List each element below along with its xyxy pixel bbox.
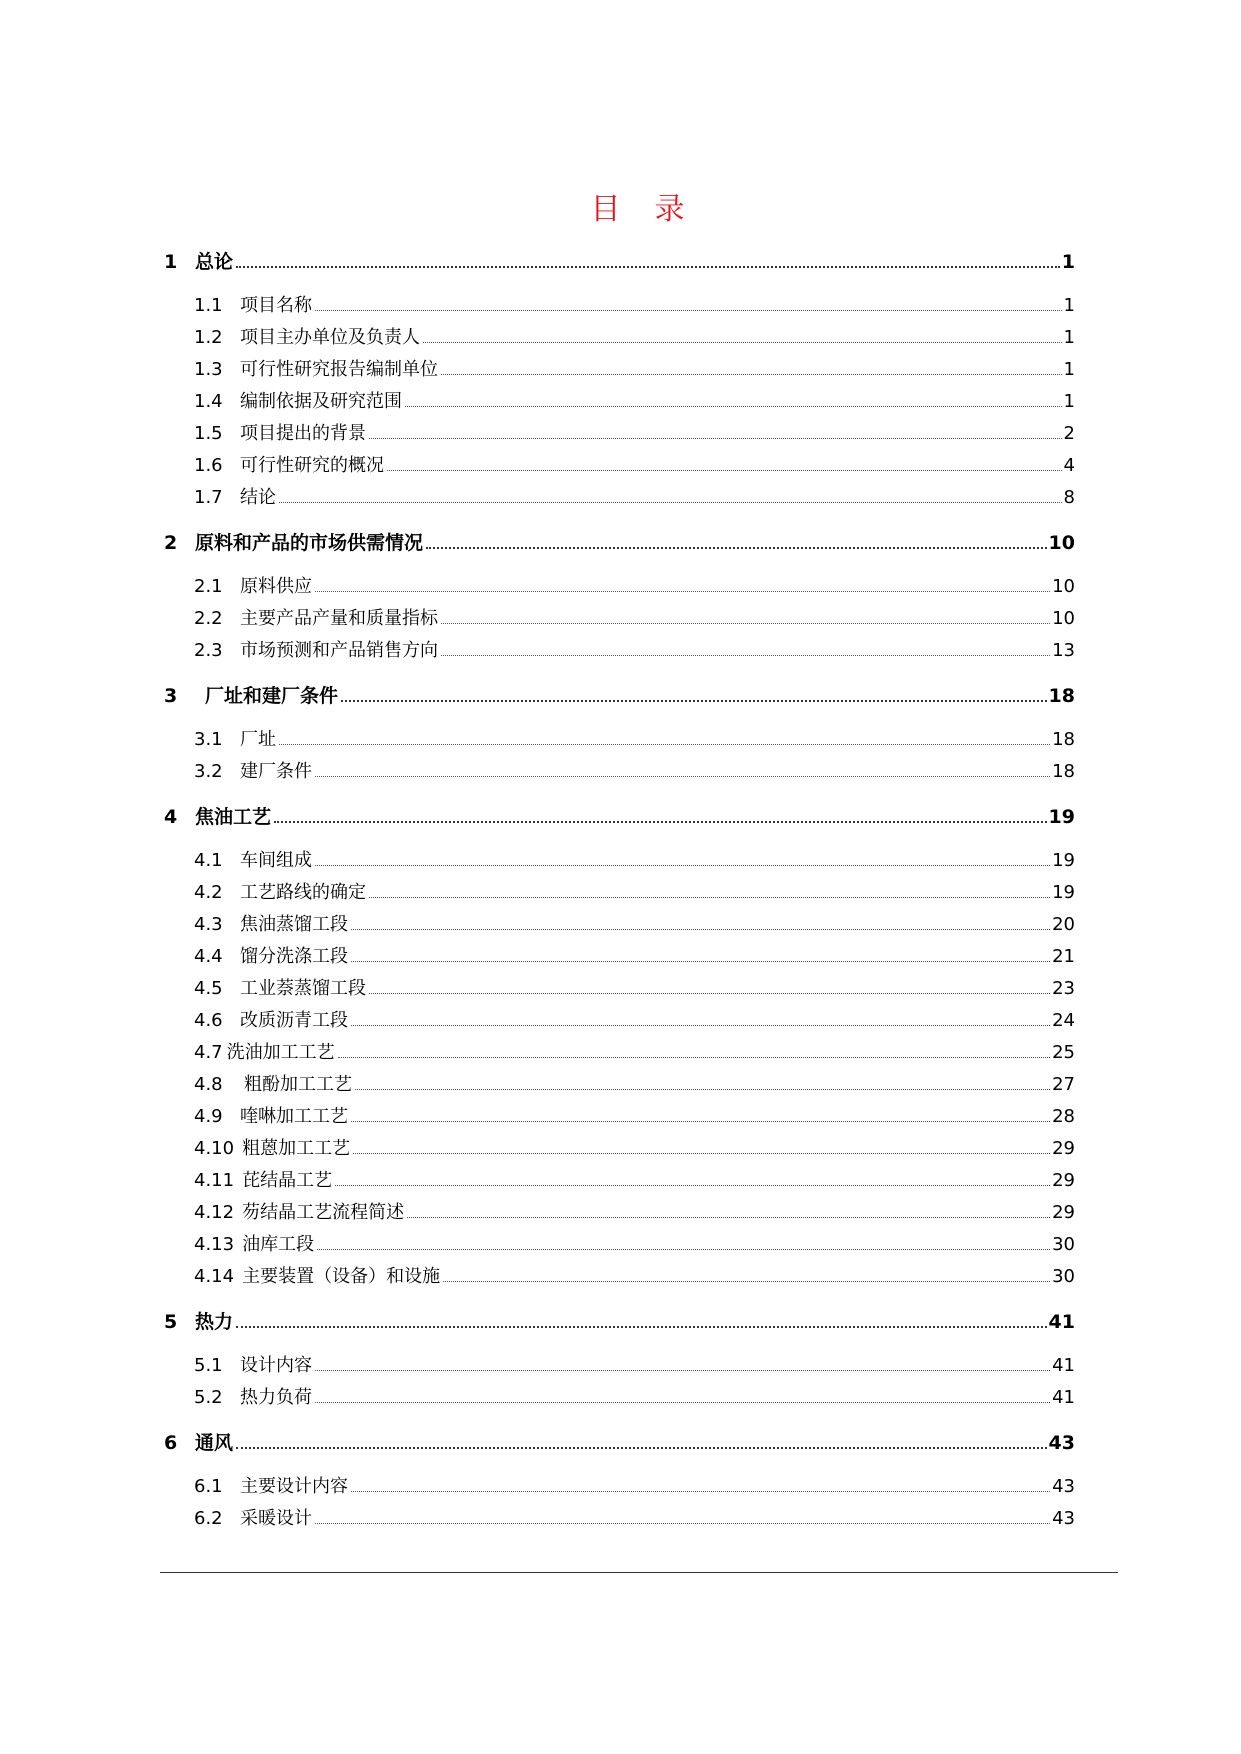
- toc-page-number: 41: [1048, 1311, 1075, 1333]
- toc-number: 2.2: [194, 608, 223, 629]
- toc-label: 热力负荷: [240, 1387, 312, 1408]
- dot-leader: [351, 961, 1050, 962]
- toc-number: 6.1: [194, 1476, 223, 1497]
- toc-number: 4.10: [194, 1138, 235, 1159]
- dot-leader: [315, 1523, 1050, 1524]
- toc-page-number: 23: [1052, 978, 1075, 999]
- toc-label: 项目主办单位及负责人: [240, 327, 420, 348]
- toc-number: 5.2: [194, 1387, 223, 1408]
- toc-section[interactable]: [194, 1352, 1075, 1380]
- dot-leader: [441, 374, 1062, 375]
- toc-label: 项目名称: [240, 295, 312, 316]
- toc-page-number: 41: [1052, 1387, 1075, 1408]
- dot-leader: [407, 1217, 1050, 1218]
- toc-section[interactable]: [194, 484, 1075, 512]
- toc-label: 厂址和建厂条件: [205, 685, 339, 707]
- dot-leader: [279, 502, 1062, 503]
- toc-label: 采暖设计: [240, 1508, 312, 1529]
- dot-leader: [351, 1025, 1050, 1026]
- toc-section[interactable]: [194, 847, 1075, 875]
- toc-section[interactable]: [194, 943, 1075, 971]
- toc-section[interactable]: [194, 726, 1075, 754]
- toc-label: 油库工段: [242, 1234, 315, 1255]
- toc-number: 2.3: [194, 640, 223, 661]
- toc-number: 1.4: [194, 391, 223, 412]
- toc-label: 设计内容: [240, 1355, 312, 1376]
- toc-number: 4: [164, 806, 178, 828]
- toc-label: 车间组成: [240, 850, 312, 871]
- toc-number: 1.3: [194, 359, 223, 380]
- toc-number: 4.12: [194, 1202, 235, 1223]
- toc-chapter[interactable]: [164, 682, 1075, 710]
- toc-label: 焦油蒸馏工段: [240, 914, 348, 935]
- toc-page-number: 1: [1063, 359, 1075, 380]
- toc-label: 可行性研究的概况: [240, 455, 384, 476]
- toc-section[interactable]: [194, 758, 1075, 786]
- dot-leader: [338, 1057, 1050, 1058]
- toc-label: 馏分洗涤工段: [240, 946, 348, 967]
- toc-page-number: 29: [1052, 1138, 1075, 1159]
- toc-page-number: 10: [1052, 576, 1075, 597]
- dot-leader: [426, 547, 1047, 549]
- dot-leader: [236, 1326, 1047, 1328]
- dot-leader: [315, 591, 1050, 592]
- toc-section[interactable]: [194, 356, 1075, 384]
- toc-page-number: 28: [1052, 1106, 1075, 1127]
- toc-section[interactable]: [194, 1071, 1075, 1099]
- toc-section[interactable]: [194, 1007, 1075, 1035]
- toc-label: 改质沥青工段: [240, 1010, 348, 1031]
- toc-number: 4.1: [194, 850, 223, 871]
- toc-page-number: 43: [1048, 1432, 1075, 1454]
- toc-page-number: 10: [1052, 608, 1075, 629]
- toc-label: 厂址: [240, 729, 276, 750]
- dot-leader: [441, 623, 1050, 624]
- toc-number: 1: [164, 251, 178, 273]
- toc-label: 芴结晶工艺流程简述: [242, 1202, 405, 1223]
- toc-label: 主要设计内容: [240, 1476, 348, 1497]
- toc-number: 4.11: [194, 1170, 235, 1191]
- toc-label: 项目提出的背景: [240, 423, 366, 444]
- toc-label: 编制依据及研究范围: [240, 391, 402, 412]
- dot-leader: [353, 1153, 1050, 1154]
- toc-label: 主要装置（设备）和设施: [242, 1266, 441, 1287]
- toc-section[interactable]: [194, 975, 1075, 1003]
- dot-leader: [236, 1447, 1047, 1449]
- toc-page-number: 1: [1063, 391, 1075, 412]
- dot-leader: [443, 1281, 1050, 1282]
- toc-chapter[interactable]: [164, 529, 1075, 557]
- toc-page-number: 30: [1052, 1234, 1075, 1255]
- toc-number: 1.5: [194, 423, 223, 444]
- toc-number: 4.9: [194, 1106, 223, 1127]
- toc-page-number: 20: [1052, 914, 1075, 935]
- toc-page-number: 41: [1052, 1355, 1075, 1376]
- toc-page-number: 2: [1063, 423, 1075, 444]
- dot-leader: [355, 1089, 1050, 1090]
- dot-leader: [369, 897, 1050, 898]
- dot-leader: [317, 1249, 1050, 1250]
- toc-page-number: 1: [1063, 327, 1075, 348]
- toc-label: 焦油工艺: [195, 806, 272, 828]
- toc-page-number: 29: [1052, 1170, 1075, 1191]
- toc-label: 原料和产品的市场供需情况: [195, 532, 424, 554]
- toc-label: 洗油加工工艺: [226, 1042, 335, 1063]
- toc-page-number: 18: [1048, 685, 1075, 707]
- toc-page-number: 21: [1052, 946, 1075, 967]
- toc-section[interactable]: [194, 452, 1075, 480]
- footer-divider: [160, 1572, 1118, 1573]
- toc-chapter[interactable]: [164, 803, 1075, 831]
- toc-section[interactable]: [194, 420, 1075, 448]
- toc-label: 热力: [195, 1311, 234, 1333]
- toc-number: 6.2: [194, 1508, 223, 1529]
- toc-section[interactable]: [194, 1473, 1075, 1501]
- toc-section[interactable]: [194, 605, 1075, 633]
- toc-page-number: 18: [1052, 761, 1075, 782]
- toc-page-number: 4: [1063, 455, 1075, 476]
- toc-page-number: 43: [1052, 1476, 1075, 1497]
- dot-leader: [441, 655, 1050, 656]
- toc-label: 主要产品产量和质量指标: [240, 608, 438, 629]
- toc-number: 4.6: [194, 1010, 223, 1031]
- dot-leader: [315, 310, 1062, 311]
- toc-label: 原料供应: [240, 576, 312, 597]
- toc-page-number: 13: [1052, 640, 1075, 661]
- dot-leader: [335, 1185, 1050, 1186]
- toc-number: 5: [164, 1311, 178, 1333]
- toc-label: 可行性研究报告编制单位: [240, 359, 438, 380]
- toc-page-number: 19: [1048, 806, 1075, 828]
- dot-leader: [315, 1370, 1050, 1371]
- toc-section[interactable]: [194, 292, 1075, 320]
- toc-section[interactable]: [194, 879, 1075, 907]
- toc-number: 5.1: [194, 1355, 223, 1376]
- toc-label: 粗蒽加工工艺: [242, 1138, 351, 1159]
- toc-page-number: 30: [1052, 1266, 1075, 1287]
- toc-section[interactable]: [194, 1135, 1075, 1163]
- dot-leader: [236, 266, 1060, 268]
- toc-number: 4.5: [194, 978, 223, 999]
- dot-leader: [369, 993, 1050, 994]
- toc-number: 4.4: [194, 946, 223, 967]
- toc-number: 6: [164, 1432, 178, 1454]
- toc-page-number: 10: [1048, 532, 1075, 554]
- toc-section[interactable]: [194, 1039, 1075, 1067]
- toc-section[interactable]: [194, 1263, 1075, 1291]
- dot-leader: [405, 406, 1062, 407]
- toc-number: 3.2: [194, 761, 223, 782]
- dot-leader: [351, 929, 1050, 930]
- toc-label: 喹啉加工工艺: [240, 1106, 348, 1127]
- toc-number: 2: [164, 532, 178, 554]
- toc-number: 4.2: [194, 882, 223, 903]
- dot-leader: [423, 342, 1062, 343]
- toc-section[interactable]: [194, 1167, 1075, 1195]
- toc-label: 市场预测和产品销售方向: [240, 640, 438, 661]
- toc-page-number: 43: [1052, 1508, 1075, 1529]
- toc-number: 4.3: [194, 914, 223, 935]
- toc-section[interactable]: [194, 1384, 1075, 1412]
- toc-section[interactable]: [194, 911, 1075, 939]
- toc-section[interactable]: [194, 1231, 1075, 1259]
- dot-leader: [315, 1402, 1050, 1403]
- toc-page-number: 1: [1061, 251, 1075, 273]
- toc-section[interactable]: [194, 573, 1075, 601]
- toc-number: 3: [164, 685, 178, 707]
- dot-leader: [387, 470, 1062, 471]
- toc-label: 工艺路线的确定: [240, 882, 366, 903]
- toc-label: 通风: [195, 1432, 234, 1454]
- toc-label: 粗酚加工工艺: [244, 1074, 352, 1095]
- toc-section[interactable]: [194, 1199, 1075, 1227]
- toc-number: 1.6: [194, 455, 223, 476]
- toc-page-number: 8: [1063, 487, 1075, 508]
- dot-leader: [351, 1491, 1050, 1492]
- toc-label: 结论: [240, 487, 276, 508]
- toc-label: 工业萘蒸馏工段: [240, 978, 366, 999]
- dot-leader: [351, 1121, 1050, 1122]
- dot-leader: [369, 438, 1062, 439]
- toc-label: 建厂条件: [240, 761, 312, 782]
- toc-section[interactable]: [194, 324, 1075, 352]
- toc-page-number: 27: [1052, 1074, 1075, 1095]
- toc-number: 1.2: [194, 327, 223, 348]
- toc-page-number: 1: [1063, 295, 1075, 316]
- toc-page-number: 19: [1052, 850, 1075, 871]
- toc-section[interactable]: [194, 1505, 1075, 1533]
- toc-chapter[interactable]: [164, 1429, 1075, 1457]
- dot-leader: [341, 700, 1047, 702]
- dot-leader: [274, 821, 1047, 823]
- toc-page-number: 19: [1052, 882, 1075, 903]
- toc-number: 4.8: [194, 1074, 223, 1095]
- toc-label: 芘结晶工艺: [242, 1170, 333, 1191]
- toc-section[interactable]: [194, 1103, 1075, 1131]
- toc-section[interactable]: [194, 388, 1075, 416]
- toc-number: 2.1: [194, 576, 223, 597]
- dot-leader: [315, 776, 1050, 777]
- toc-number: 3.1: [194, 729, 223, 750]
- toc-number: 4.13: [194, 1234, 235, 1255]
- toc-section[interactable]: [194, 637, 1075, 665]
- dot-leader: [315, 865, 1050, 866]
- toc-page-number: 25: [1052, 1042, 1075, 1063]
- dot-leader: [279, 744, 1050, 745]
- toc-chapter[interactable]: [164, 248, 1075, 276]
- toc-number: 1.1: [194, 295, 223, 316]
- page-title: 目录: [590, 192, 719, 227]
- toc-label: 总论: [195, 251, 234, 273]
- toc-page-number: 29: [1052, 1202, 1075, 1223]
- toc-number: 4.14: [194, 1266, 235, 1287]
- toc-number: 1.7: [194, 487, 223, 508]
- toc-page-number: 24: [1052, 1010, 1075, 1031]
- toc-number: 4.7: [194, 1042, 223, 1063]
- toc-chapter[interactable]: [164, 1308, 1075, 1336]
- toc-page-number: 18: [1052, 729, 1075, 750]
